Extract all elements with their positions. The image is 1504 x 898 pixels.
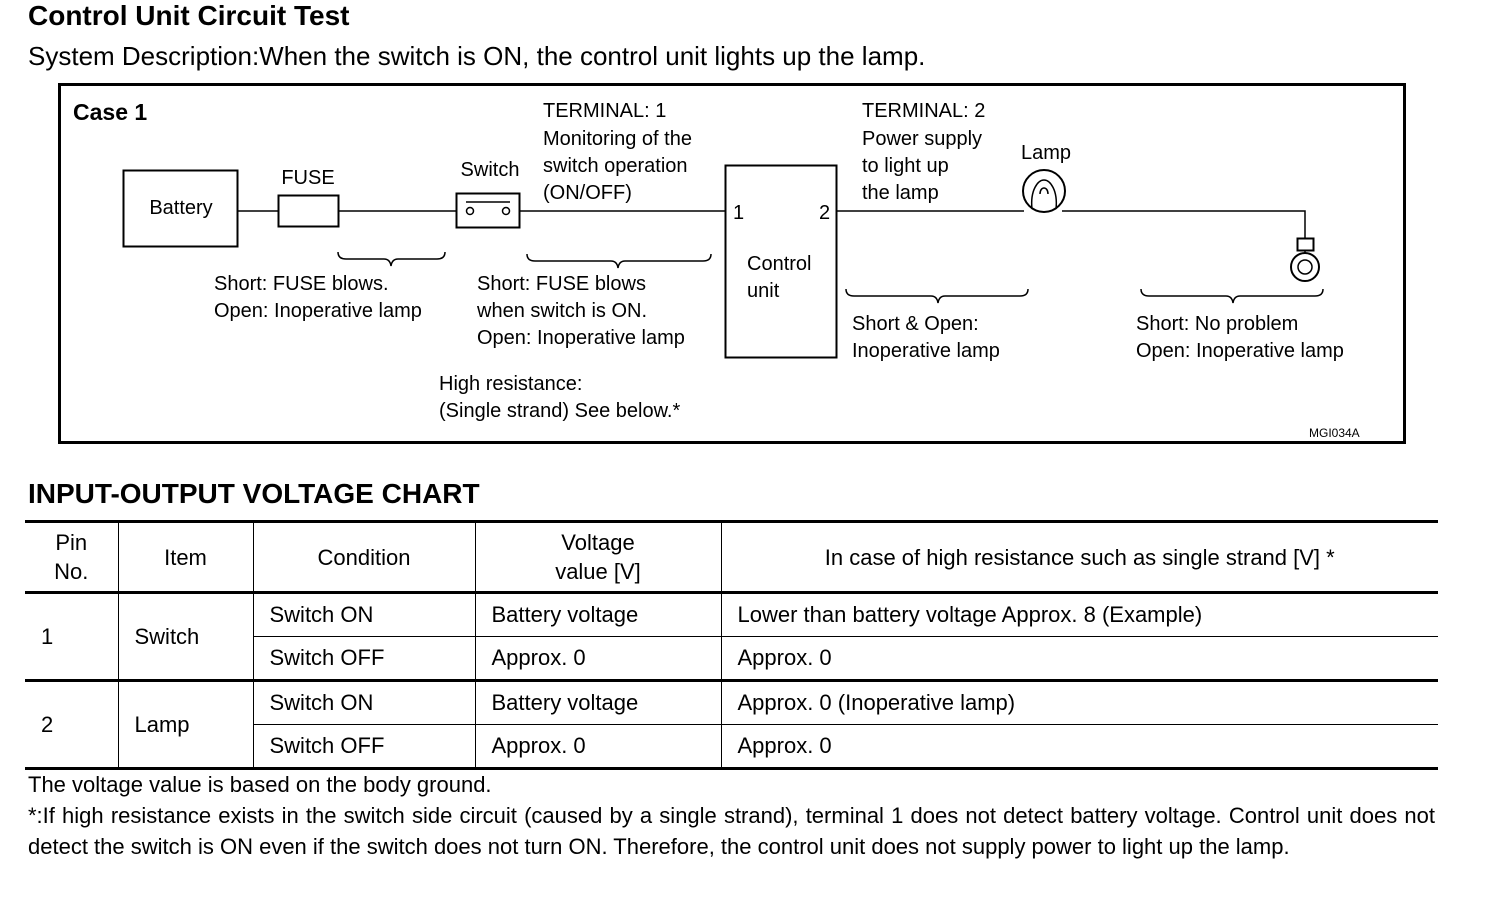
table-header-row [25,522,1438,593]
voltage-cell: Battery voltage [475,593,721,637]
header-item: Item [118,522,253,593]
svg-text:Open: Inoperative lamp: Open: Inoperative lamp [214,300,422,322]
svg-text:Power supply: Power supply [862,128,983,150]
high-resistance-cell: Lower than battery voltage Approx. 8 (Example) [721,593,1438,637]
wire-lamp-ground [1062,211,1305,238]
header-high-resistance: In case of high resistance such as single strand [V] * [721,522,1438,593]
terminal-1-description [543,100,692,204]
voltage-chart-title: INPUT-OUTPUT VOLTAGE CHART [28,478,480,509]
lamp-icon [1023,170,1065,212]
voltage-chart-table [25,520,1438,770]
brace-fuse-segment [338,252,445,266]
svg-text:Short: FUSE blows.: Short: FUSE blows. [214,273,389,295]
brace-output-segment [846,289,1028,303]
pin-2-label: 2 [819,202,831,224]
output-segment-note [852,313,1000,362]
battery-label: Battery [149,197,213,219]
page-title: Control Unit Circuit Test [28,0,350,31]
high-resistance-cell: Approx. 0 [721,637,1438,681]
condition-cell: Switch ON [253,593,475,637]
high-resistance-note [439,373,680,422]
brace-ground-segment [1141,289,1323,303]
header-voltage-value: Voltage value [V] [475,522,721,593]
condition-cell: Switch OFF [253,725,475,769]
control-unit-label: Control unit [747,253,812,302]
asterisk-footnote: *:If high resistance exists in the switch side circuit (caused by a single strand), terminal 1 does not detect battery voltage. Control unit does not detect the switch is ON even if the switch does not turn ON. Therefore, the control unit does not supply power to light up the lamp. [28,803,1435,859]
svg-text:Open: Inoperative lamp: Open: Inoperative lamp [1136,340,1344,362]
svg-text:Short: No problem: Short: No problem [1136,313,1299,335]
svg-text:Short & Open:: Short & Open: [852,313,979,335]
svg-text:Open: Inoperative lamp: Open: Inoperative lamp [477,327,685,349]
voltage-cell: Approx. 0 [475,725,721,769]
table-row [25,681,1438,725]
case-label: Case 1 [73,99,148,125]
svg-text:High resistance:: High resistance: [439,373,583,395]
table-row [25,593,1438,637]
svg-text:Monitoring of the: Monitoring of the [543,128,692,150]
ground-icon [1291,239,1319,282]
figure-code: MGI034A [1309,426,1360,440]
svg-text:TERMINAL: 2: TERMINAL: 2 [862,100,986,122]
ground-footnote: The voltage value is based on the body ground. [28,772,492,797]
header-pin-no: Pin No. [25,522,118,593]
svg-text:(ON/OFF): (ON/OFF) [543,182,632,204]
voltage-cell: Battery voltage [475,681,721,725]
header-condition: Condition [253,522,475,593]
item-cell: Switch [118,593,253,681]
fuse-segment-note [214,273,422,322]
svg-text:Short: FUSE blows: Short: FUSE blows [477,273,646,295]
svg-text:when switch is ON.: when switch is ON. [477,300,648,322]
ground-segment-note [1136,313,1344,362]
svg-text:TERMINAL: 1: TERMINAL: 1 [543,100,667,122]
item-cell: Lamp [118,681,253,769]
condition-cell: Switch ON [253,681,475,725]
fuse-symbol [279,196,339,227]
svg-text:to light up: to light up [862,155,949,177]
pin-1-label: 1 [733,202,745,224]
condition-cell: Switch OFF [253,637,475,681]
high-resistance-cell: Approx. 0 [721,725,1438,769]
lamp-label: Lamp [1020,142,1072,164]
pin-cell: 2 [25,681,118,769]
brace-switch-segment [527,254,711,268]
switch-segment-note [476,273,685,349]
pin-cell: 1 [25,593,118,681]
svg-text:(Single strand) See below.*: (Single strand) See below.* [439,400,681,422]
voltage-cell: Approx. 0 [475,637,721,681]
terminal-2-description [862,100,985,204]
svg-text:switch operation: switch operation [543,155,688,177]
svg-text:the lamp: the lamp [862,182,939,204]
system-description: System Description:When the switch is ON, the control unit lights up the lamp. [28,41,926,71]
svg-text:Inoperative lamp: Inoperative lamp [852,340,1000,362]
switch-label: Switch [460,159,520,181]
high-resistance-cell: Approx. 0 (Inoperative lamp) [721,681,1438,725]
fuse-label: FUSE [281,167,335,189]
